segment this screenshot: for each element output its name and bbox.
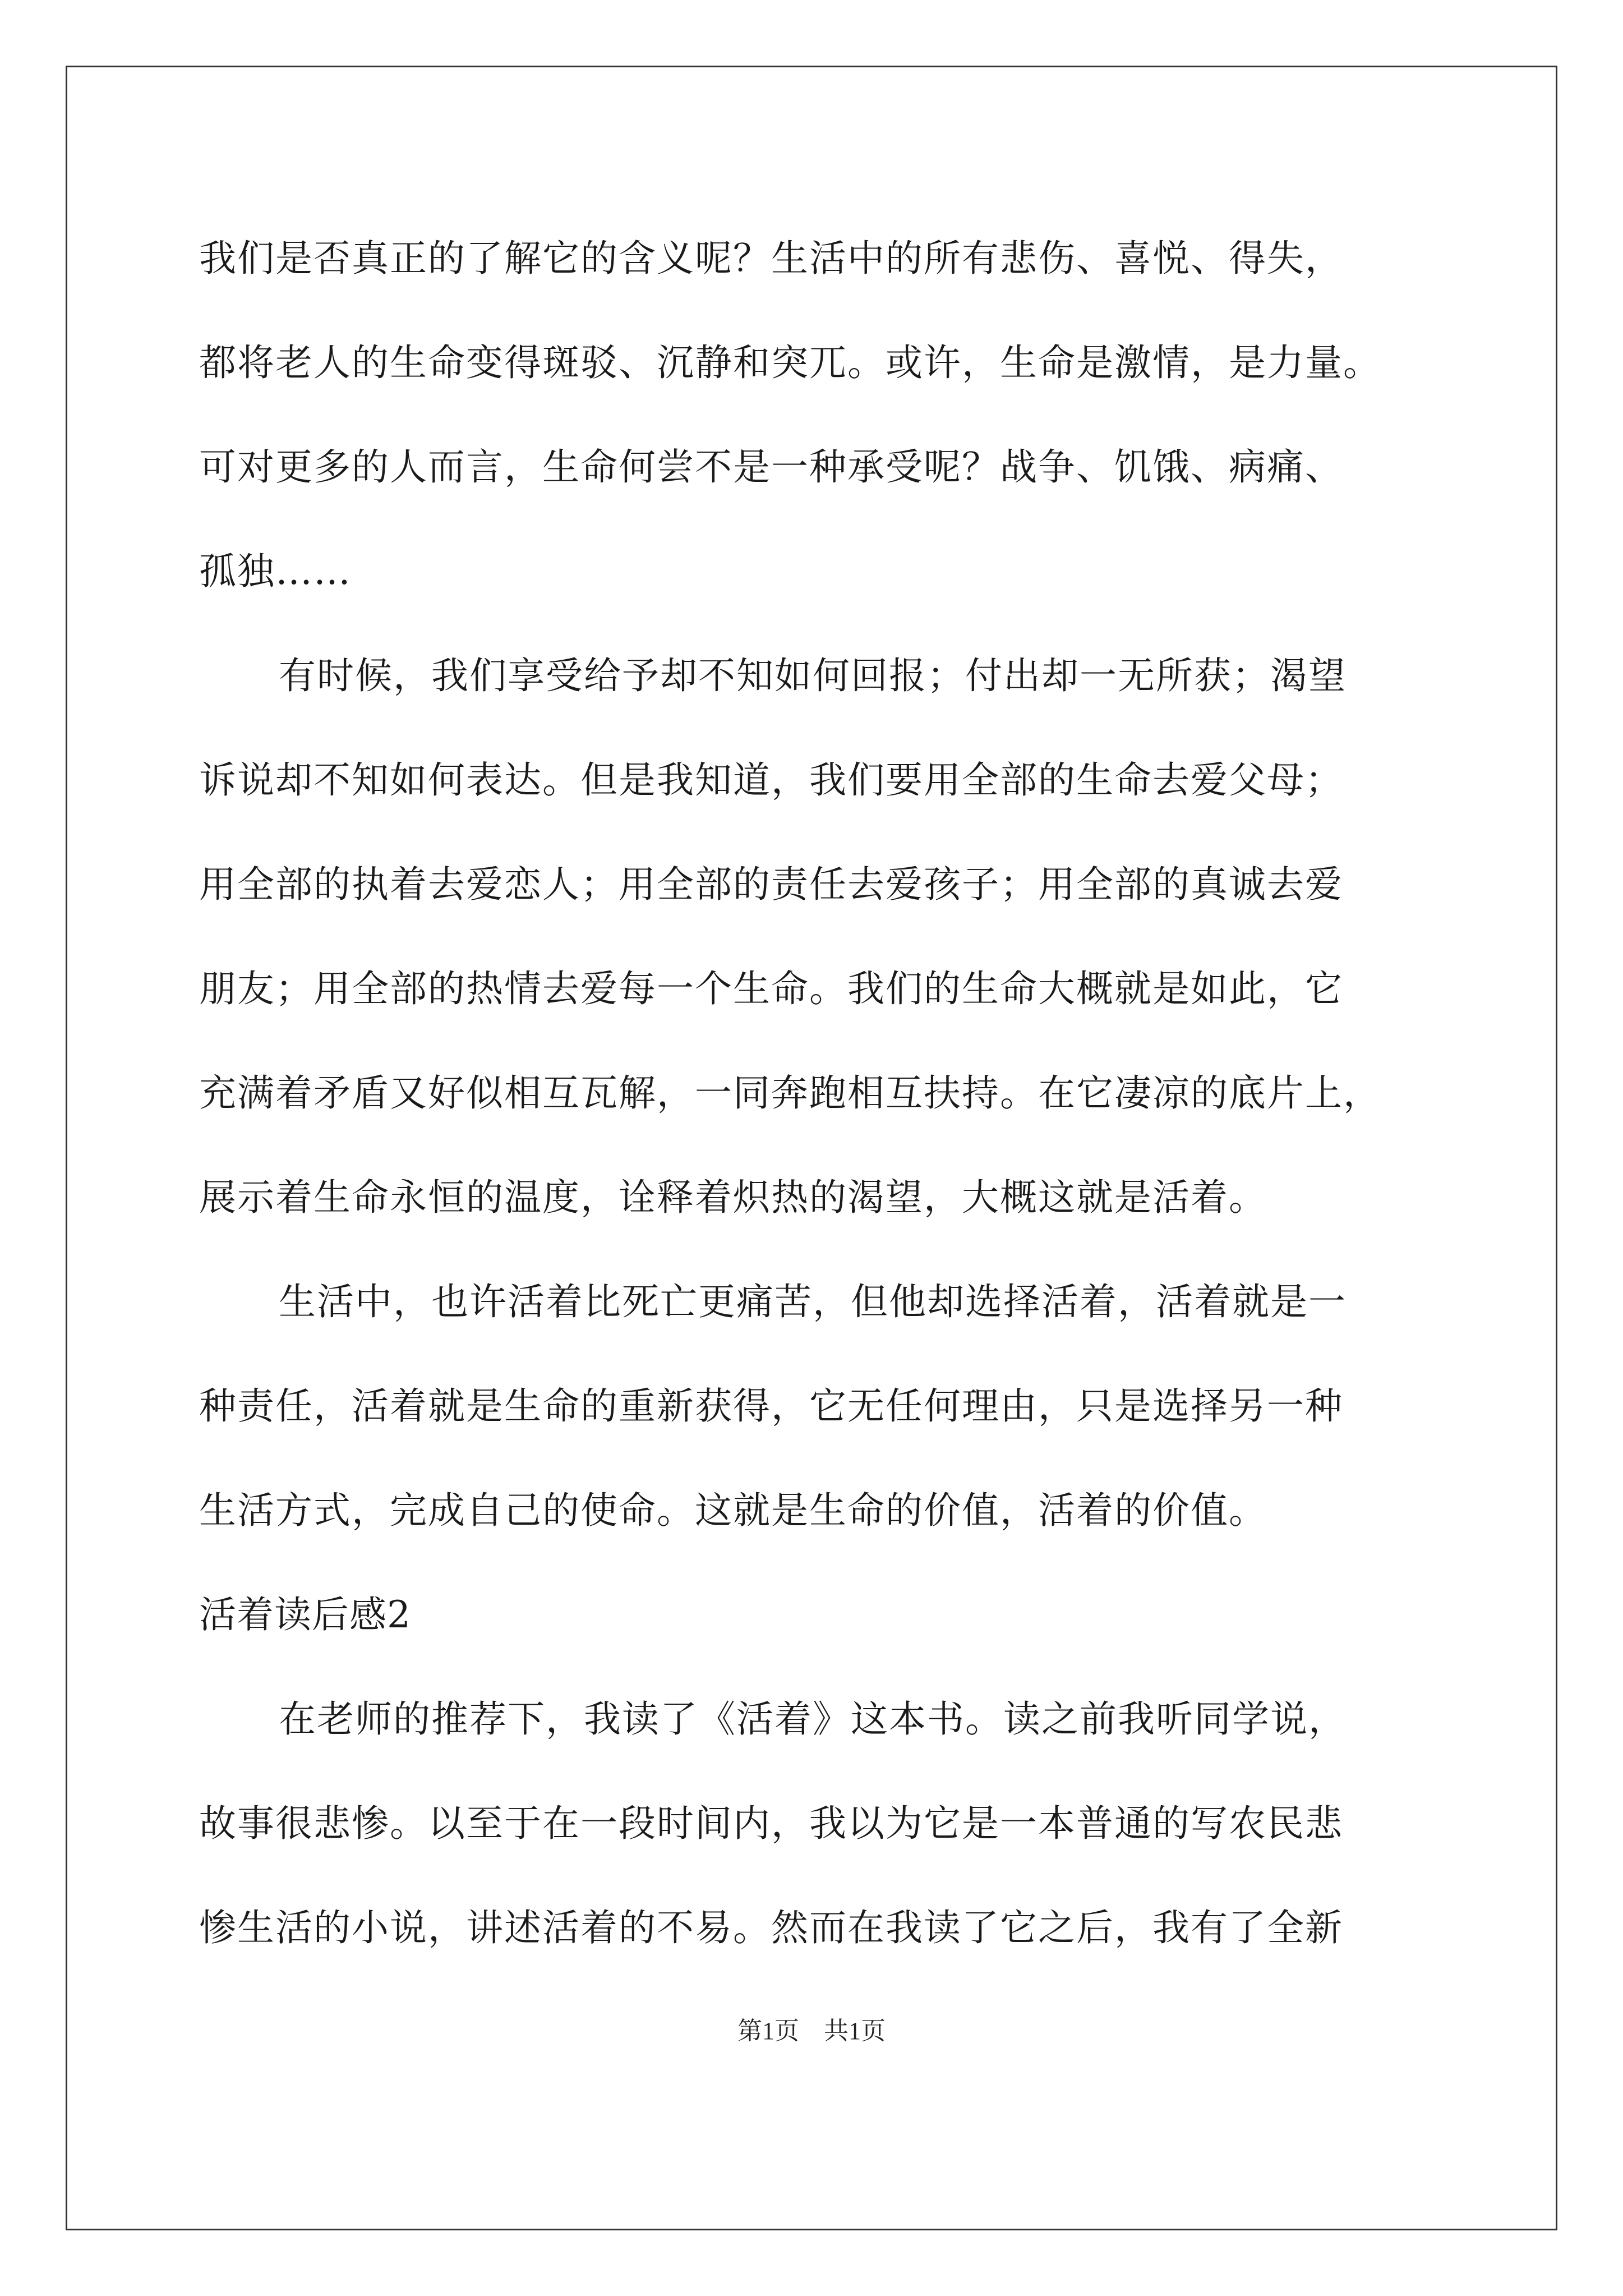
body-line: 种责任，活着就是生命的重新获得，它无任何理由，只是选择另一种 bbox=[199, 1384, 1343, 1428]
section-heading: 活着读后感2 bbox=[199, 1593, 411, 1636]
paragraph-start-line: 生活中，也许活着比死亡更痛苦，但他却选择活着，活着就是一 bbox=[279, 1280, 1347, 1323]
body-line: 诉说却不知如何表达。但是我知道，我们要用全部的生命去爱父母； bbox=[199, 758, 1343, 802]
paragraph-start-line: 在老师的推荐下，我读了《活着》这本书。读之前我听同学说， bbox=[279, 1697, 1347, 1741]
body-line: 可对更多的人而言，生命何尝不是一种承受呢？战争、饥饿、病痛、 bbox=[199, 445, 1343, 489]
body-line: 故事很悲惨。以至于在一段时间内，我以为它是一本普通的写农民悲 bbox=[199, 1802, 1343, 1845]
body-line: 展示着生命永恒的温度，诠释着炽热的渴望，大概这就是活着。 bbox=[199, 1176, 1267, 1219]
body-line: 我们是否真正的了解它的含义呢？生活中的所有悲伤、喜悦、得失， bbox=[199, 237, 1343, 280]
body-line: 朋友；用全部的热情去爱每一个生命。我们的生命大概就是如此，它 bbox=[199, 967, 1343, 1010]
body-line: 都将老人的生命变得斑驳、沉静和突兀。或许，生命是激情，是力量。 bbox=[199, 341, 1381, 384]
paragraph-start-line: 有时候，我们享受给予却不知如何回报；付出却一无所获；渴望 bbox=[279, 654, 1347, 697]
body-line: 用全部的执着去爱恋人；用全部的责任去爱孩子；用全部的真诚去爱 bbox=[199, 863, 1343, 906]
document-body bbox=[199, 206, 1416, 1980]
body-line: 生活方式，完成自己的使命。这就是生命的价值，活着的价值。 bbox=[199, 1489, 1267, 1532]
body-line: 惨生活的小说，讲述活着的不易。然而在我读了它之后，我有了全新 bbox=[199, 1906, 1343, 1949]
page-number-footer: 第1页 共1页 bbox=[737, 2017, 886, 2045]
body-line: 孤独…… bbox=[199, 550, 352, 593]
body-line: 充满着矛盾又好似相互瓦解，一同奔跑相互扶持。在它凄凉的底片上， bbox=[199, 1071, 1381, 1115]
